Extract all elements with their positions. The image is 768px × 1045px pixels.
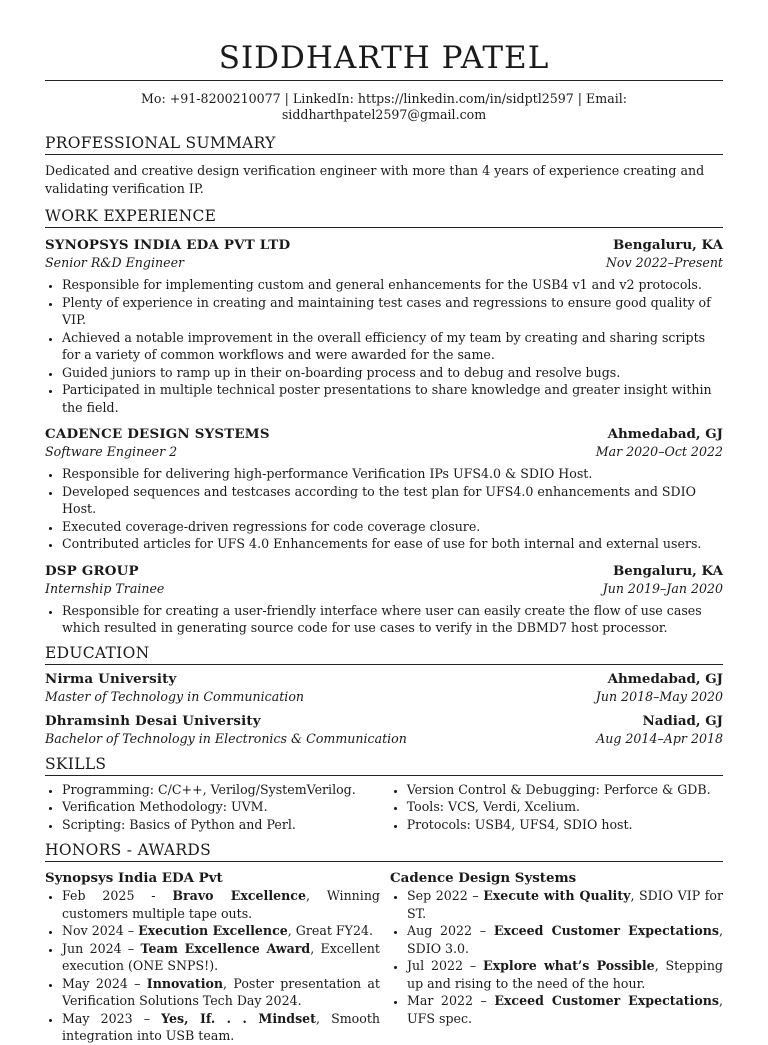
section-title-work: WORK EXPERIENCE	[45, 206, 723, 228]
honor-award: Execution Excellence	[138, 923, 288, 938]
header-rule	[45, 80, 723, 81]
honor-award: Yes, If. . . Mindset	[161, 1010, 316, 1026]
honor-item	[407, 992, 723, 1027]
skills-columns	[45, 781, 723, 834]
honor-item	[62, 975, 380, 1010]
job-bullet: • Achieved a notable improvement in the overall efficiency of my team by creating and sharing scripts for a variety of common workflows and were awarded for the same.	[62, 329, 723, 364]
job-company: DSP GROUP	[45, 562, 139, 579]
honor-desc: , SDIO 3.0.	[407, 923, 724, 956]
job-entry	[45, 425, 723, 553]
job-bullet: • Participated in multiple technical poster presentations to share knowledge and greater insight within the field.	[62, 381, 723, 416]
honor-item	[62, 940, 380, 975]
honors-company-heading: Synopsys India EDA Pvt	[45, 870, 223, 886]
education-school: Nirma University	[45, 670, 177, 687]
honor-award: Bravo Excellence	[172, 888, 306, 903]
honor-item	[62, 922, 380, 940]
education-location: Ahmedabad, GJ	[607, 670, 723, 687]
job-role: Senior R&D Engineer	[45, 255, 185, 270]
honor-item	[407, 957, 723, 992]
job-dates: Nov 2022–Present	[605, 255, 723, 270]
honor-date: Mar 2022 –	[407, 993, 495, 1008]
job-bullet: • Guided juniors to ramp up in their on-boarding process and to debug and resolve bugs.	[62, 364, 723, 382]
honor-award: Execute with Quality	[483, 888, 631, 903]
job-bullet: • Responsible for delivering high-performance Verification IPs UFS4.0 & SDIO Host.	[62, 465, 723, 483]
education-dates: Jun 2018–May 2020	[595, 688, 723, 704]
job-bullet: • Developed sequences and testcases according to the test plan for UFS4.0 enhancements and SDIO Host.	[62, 483, 723, 518]
section-title-skills: SKILLS	[45, 754, 723, 776]
honor-desc: , Winning customers multiple tape outs.	[62, 888, 380, 921]
honor-desc: , Excellent execution (ONE SNPS!).	[62, 940, 380, 973]
honor-date: May 2023 –	[62, 1010, 162, 1026]
job-bullets	[45, 465, 723, 553]
education-entry	[45, 670, 723, 706]
honor-item	[62, 887, 380, 922]
candidate-name: SIDDHARTH PATEL	[218, 40, 550, 76]
contact-line: Mo: +91-8200210077 | LinkedIn: https://linkedin.com/in/sidptl2597 | Email: siddharthpatel2597@gmail.com	[141, 91, 627, 122]
education-degree: Master of Technology in Communication	[45, 688, 305, 704]
section-title-education: EDUCATION	[45, 643, 723, 665]
honors-columns	[45, 862, 723, 1045]
honor-award: Exceed Customer Expectations	[493, 923, 719, 938]
honor-award: Explore what’s Possible	[483, 958, 655, 973]
skill-item: • Version Control & Debugging: Perforce & GDB.	[407, 781, 723, 799]
education-dates: Aug 2014–Apr 2018	[596, 730, 723, 746]
honor-desc: , SDIO VIP for ST.	[407, 888, 724, 921]
skill-item: • Protocols: USB4, UFS4, SDIO host.	[407, 816, 723, 834]
job-bullet: • Responsible for creating a user-friendly interface where user can easily create the flow of use cases which resulted in generating source code for use cases to verify in the DBMD7 host processor.	[62, 602, 723, 637]
honor-award: Exceed Customer Expectations	[494, 993, 719, 1008]
skill-item: • Programming: C/C++, Verilog/SystemVerilog.	[62, 781, 390, 799]
honors-company-heading: Cadence Design Systems	[390, 870, 577, 886]
honors-list	[45, 887, 380, 1045]
honors-column-cadence	[390, 862, 723, 1045]
section-title-summary: PROFESSIONAL SUMMARY	[45, 133, 723, 155]
honor-date: May 2024 –	[62, 975, 147, 991]
job-bullet: • Contributed articles for UFS 4.0 Enhancements for ease of use for both internal and external users.	[62, 535, 723, 553]
skills-list-left	[45, 781, 390, 834]
job-location: Bengaluru, KA	[612, 237, 723, 253]
honor-date: Nov 2024 –	[62, 923, 139, 938]
skill-item: • Scripting: Basics of Python and Perl.	[62, 816, 390, 834]
job-dates: Jun 2019–Jan 2020	[602, 580, 723, 596]
job-entry	[45, 236, 723, 416]
job-company: CADENCE DESIGN SYSTEMS	[45, 426, 270, 442]
honor-date: Jun 2024 –	[62, 940, 141, 956]
honor-desc: , UFS spec.	[407, 993, 724, 1026]
skills-list-right	[390, 781, 723, 834]
education-entry	[45, 712, 723, 748]
education-degree: Bachelor of Technology in Electronics & Communication	[45, 730, 407, 746]
skill-item: • Verification Methodology: UVM.	[62, 798, 390, 816]
honor-date: Jul 2022 –	[407, 958, 483, 973]
job-bullets	[45, 276, 723, 416]
honors-list	[390, 887, 723, 1027]
honor-item	[407, 887, 723, 922]
section-title-honors: HONORS - AWARDS	[45, 840, 723, 862]
honor-date: Feb 2025 -	[62, 888, 173, 903]
honor-desc: , Stepping up and rising to the need of the hour.	[407, 958, 723, 991]
honor-award: Innovation	[146, 975, 224, 991]
honor-item	[407, 922, 723, 957]
job-company: SYNOPSYS INDIA EDA PVT LTD	[45, 237, 291, 253]
honor-desc: , Great FY24.	[287, 923, 373, 938]
job-bullet: • Plenty of experience in creating and maintaining test cases and regressions to ensure good quality of VIP.	[62, 294, 723, 329]
honor-award: Team Excellence Award	[140, 940, 311, 956]
honors-column-synopsys	[45, 862, 380, 1045]
job-bullets	[45, 602, 723, 637]
education-school: Dhramsinh Desai University	[45, 712, 261, 729]
job-entry	[45, 562, 723, 637]
honor-desc: , Poster presentation at Verification Solutions Tech Day 2024.	[62, 975, 380, 1008]
honor-desc: , Smooth integration into USB team.	[62, 1010, 380, 1043]
education-location: Nadiad, GJ	[642, 712, 723, 729]
honor-item	[62, 1010, 380, 1045]
job-location: Bengaluru, KA	[612, 562, 723, 579]
honor-date: Aug 2022 –	[407, 923, 494, 938]
job-dates: Mar 2020–Oct 2022	[595, 444, 723, 459]
job-role: Internship Trainee	[45, 580, 165, 596]
summary-text: Dedicated and creative design verification engineer with more than 4 years of experience creating and validating verification IP.	[45, 163, 705, 196]
job-location: Ahmedabad, GJ	[607, 426, 723, 442]
skill-item: • Tools: VCS, Verdi, Xcelium.	[407, 798, 723, 816]
honor-date: Sep 2022 –	[407, 888, 484, 903]
job-bullet: • Executed coverage-driven regressions for code coverage closure.	[62, 518, 723, 536]
job-bullet: • Responsible for implementing custom and general enhancements for the USB4 v1 and v2 protocols.	[62, 276, 723, 294]
job-role: Software Engineer 2	[45, 444, 178, 459]
